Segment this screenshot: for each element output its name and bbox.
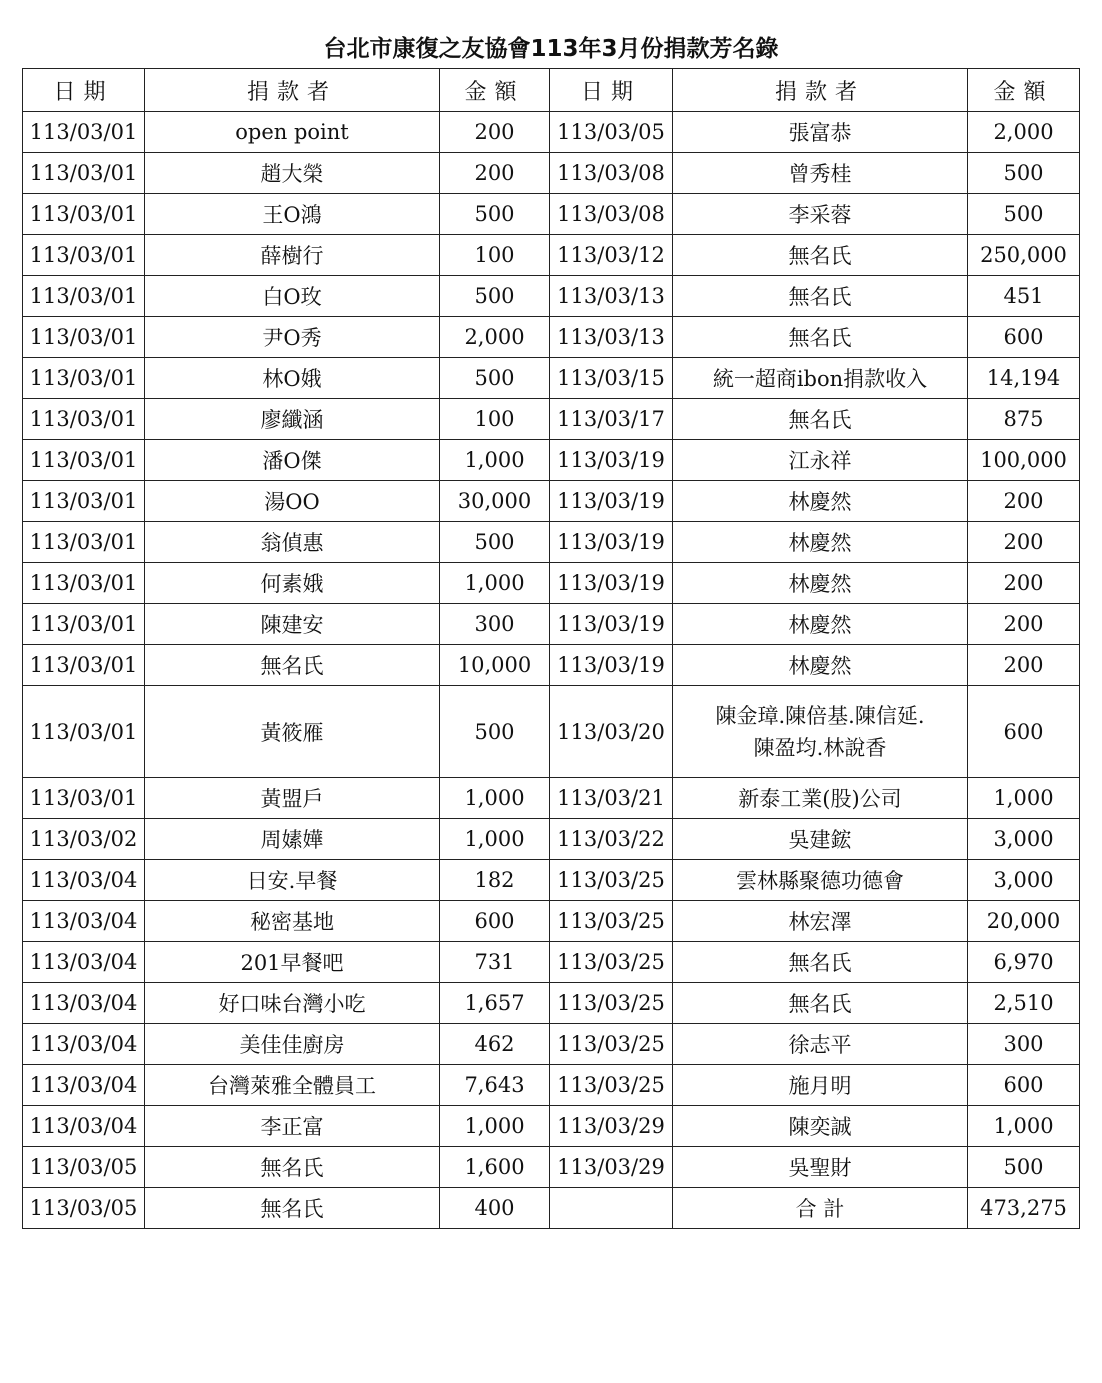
donation-date: 113/03/01 — [23, 399, 145, 440]
donation-amount: 1,657 — [440, 983, 550, 1024]
header-amount: 金額 — [968, 69, 1080, 112]
table-row — [23, 399, 1080, 440]
donor-name: 無名氏 — [673, 942, 968, 983]
donation-date: 113/03/08 — [550, 153, 673, 194]
donation-amount: 200 — [440, 112, 550, 153]
donor-name: 薛樹行 — [145, 235, 440, 276]
table-row — [23, 645, 1080, 686]
donation-date: 113/03/29 — [550, 1147, 673, 1188]
table-row — [23, 901, 1080, 942]
table-row — [23, 358, 1080, 399]
donor-name: 林慶然 — [673, 645, 968, 686]
donation-amount: 300 — [968, 1024, 1080, 1065]
donor-name: 何素娥 — [145, 563, 440, 604]
donor-name: 林O娥 — [145, 358, 440, 399]
donation-date: 113/03/01 — [23, 235, 145, 276]
donation-date: 113/03/01 — [23, 153, 145, 194]
donation-amount: 300 — [440, 604, 550, 645]
header-date: 日期 — [23, 69, 145, 112]
table-row — [23, 983, 1080, 1024]
donation-amount: 2,000 — [440, 317, 550, 358]
donation-date: 113/03/19 — [550, 440, 673, 481]
donor-name: 陳奕誠 — [673, 1106, 968, 1147]
donation-amount: 200 — [968, 563, 1080, 604]
table-row — [23, 153, 1080, 194]
donation-amount: 250,000 — [968, 235, 1080, 276]
donation-amount: 500 — [440, 276, 550, 317]
donation-date: 113/03/04 — [23, 1024, 145, 1065]
donation-date: 113/03/01 — [23, 563, 145, 604]
donation-amount: 182 — [440, 860, 550, 901]
donation-date: 113/03/13 — [550, 317, 673, 358]
donor-name: 林慶然 — [673, 563, 968, 604]
donation-amount: 1,000 — [440, 563, 550, 604]
table-row — [23, 819, 1080, 860]
donor-name: 林慶然 — [673, 604, 968, 645]
donor-name: 李正富 — [145, 1106, 440, 1147]
donation-date: 113/03/25 — [550, 1065, 673, 1106]
donation-amount: 1,000 — [440, 440, 550, 481]
donor-name: 黃盟戶 — [145, 778, 440, 819]
donation-date: 113/03/01 — [23, 481, 145, 522]
donor-name — [673, 686, 968, 778]
donation-amount: 1,000 — [440, 778, 550, 819]
donation-date: 113/03/01 — [23, 112, 145, 153]
donor-name: 無名氏 — [673, 399, 968, 440]
donation-amount: 20,000 — [968, 901, 1080, 942]
donation-amount: 100,000 — [968, 440, 1080, 481]
donation-amount: 100 — [440, 235, 550, 276]
donation-date: 113/03/02 — [23, 819, 145, 860]
donation-amount: 875 — [968, 399, 1080, 440]
table-row — [23, 1188, 1080, 1229]
donor-name: 白O玫 — [145, 276, 440, 317]
donation-amount: 500 — [968, 1147, 1080, 1188]
donor-name: 台灣萊雅全體員工 — [145, 1065, 440, 1106]
table-row — [23, 440, 1080, 481]
donation-date: 113/03/19 — [550, 481, 673, 522]
header-donor: 捐款者 — [673, 69, 968, 112]
donation-table — [22, 68, 1080, 1229]
donor-name-line: 陳金璋.陳倍基.陳信延. — [715, 703, 925, 728]
donor-name: open point — [145, 112, 440, 153]
donor-name: 秘密基地 — [145, 901, 440, 942]
donation-amount: 500 — [440, 358, 550, 399]
donation-amount: 200 — [968, 481, 1080, 522]
table-row — [23, 112, 1080, 153]
donation-date: 113/03/08 — [550, 194, 673, 235]
donation-date: 113/03/01 — [23, 276, 145, 317]
table-row — [23, 1024, 1080, 1065]
table-row — [23, 860, 1080, 901]
table-row — [23, 276, 1080, 317]
donation-date: 113/03/25 — [550, 860, 673, 901]
donation-amount: 500 — [440, 686, 550, 778]
page-title: 台北市康復之友協會113年3月份捐款芳名錄 — [323, 36, 779, 62]
donation-amount: 600 — [968, 686, 1080, 778]
donation-date: 113/03/01 — [23, 194, 145, 235]
donation-date: 113/03/01 — [23, 522, 145, 563]
donor-name: 林慶然 — [673, 481, 968, 522]
donation-amount: 600 — [440, 901, 550, 942]
donor-name: 周嫊嬅 — [145, 819, 440, 860]
donation-amount: 500 — [440, 194, 550, 235]
donor-name: 潘O傑 — [145, 440, 440, 481]
donor-name: 江永祥 — [673, 440, 968, 481]
donor-name-line: 陳盈均.林說香 — [753, 735, 887, 760]
donation-amount: 2,510 — [968, 983, 1080, 1024]
donor-name: 廖纖涵 — [145, 399, 440, 440]
donation-date: 113/03/04 — [23, 1065, 145, 1106]
donation-date: 113/03/01 — [23, 358, 145, 399]
donation-amount: 500 — [968, 194, 1080, 235]
donor-name: 林宏澤 — [673, 901, 968, 942]
donation-date: 113/03/04 — [23, 942, 145, 983]
donor-name: 張富恭 — [673, 112, 968, 153]
donation-date: 113/03/21 — [550, 778, 673, 819]
donation-amount: 6,970 — [968, 942, 1080, 983]
donation-date: 113/03/05 — [23, 1147, 145, 1188]
donor-name: 陳建安 — [145, 604, 440, 645]
donation-date: 113/03/01 — [23, 645, 145, 686]
donor-name: 黃筱雁 — [145, 686, 440, 778]
donation-amount: 3,000 — [968, 819, 1080, 860]
donation-date: 113/03/15 — [550, 358, 673, 399]
donation-amount: 2,000 — [968, 112, 1080, 153]
donation-amount: 100 — [440, 399, 550, 440]
donation-amount: 600 — [968, 1065, 1080, 1106]
header-donor: 捐款者 — [145, 69, 440, 112]
donation-date: 113/03/01 — [23, 317, 145, 358]
donation-date: 113/03/04 — [23, 860, 145, 901]
donation-amount: 200 — [968, 645, 1080, 686]
donation-amount: 1,000 — [968, 1106, 1080, 1147]
donor-name: 徐志平 — [673, 1024, 968, 1065]
donor-name: 合 計 — [673, 1188, 968, 1229]
donation-date: 113/03/25 — [550, 983, 673, 1024]
header-amount: 金額 — [440, 69, 550, 112]
donation-amount: 200 — [968, 522, 1080, 563]
donation-date: 113/03/04 — [23, 983, 145, 1024]
donation-amount: 462 — [440, 1024, 550, 1065]
donation-date: 113/03/05 — [550, 112, 673, 153]
donation-date: 113/03/29 — [550, 1106, 673, 1147]
table-row — [23, 522, 1080, 563]
donor-name: 尹O秀 — [145, 317, 440, 358]
donation-amount: 1,600 — [440, 1147, 550, 1188]
donation-date: 113/03/04 — [23, 1106, 145, 1147]
table-row — [23, 481, 1080, 522]
donation-amount: 473,275 — [968, 1188, 1080, 1229]
donation-date: 113/03/22 — [550, 819, 673, 860]
donor-name: 王O鴻 — [145, 194, 440, 235]
donation-date: 113/03/01 — [23, 686, 145, 778]
donor-name: 曾秀桂 — [673, 153, 968, 194]
donation-date: 113/03/17 — [550, 399, 673, 440]
donor-name: 林慶然 — [673, 522, 968, 563]
donation-amount: 7,643 — [440, 1065, 550, 1106]
donation-amount: 1,000 — [968, 778, 1080, 819]
donation-amount: 3,000 — [968, 860, 1080, 901]
table-row — [23, 1147, 1080, 1188]
donation-amount: 400 — [440, 1188, 550, 1229]
donation-date: 113/03/19 — [550, 522, 673, 563]
donor-name: 無名氏 — [145, 645, 440, 686]
header-date: 日期 — [550, 69, 673, 112]
donor-name: 日安.早餐 — [145, 860, 440, 901]
donation-amount: 14,194 — [968, 358, 1080, 399]
donation-date: 113/03/19 — [550, 645, 673, 686]
donor-name: 無名氏 — [673, 276, 968, 317]
table-row — [23, 942, 1080, 983]
header-row — [23, 69, 1080, 112]
donation-amount: 500 — [968, 153, 1080, 194]
donor-name: 趙大榮 — [145, 153, 440, 194]
donation-amount: 500 — [440, 522, 550, 563]
donor-name: 無名氏 — [145, 1188, 440, 1229]
donation-amount: 1,000 — [440, 1106, 550, 1147]
donation-amount: 200 — [440, 153, 550, 194]
donation-amount: 30,000 — [440, 481, 550, 522]
donation-date: 113/03/04 — [23, 901, 145, 942]
donor-name: 無名氏 — [145, 1147, 440, 1188]
table-row — [23, 604, 1080, 645]
donation-date: 113/03/25 — [550, 1024, 673, 1065]
donation-amount: 600 — [968, 317, 1080, 358]
donation-amount: 200 — [968, 604, 1080, 645]
donation-date: 113/03/12 — [550, 235, 673, 276]
donation-date: 113/03/20 — [550, 686, 673, 778]
table-row — [23, 563, 1080, 604]
donor-name: 好口味台灣小吃 — [145, 983, 440, 1024]
donor-name: 吳聖財 — [673, 1147, 968, 1188]
donor-name: 美佳佳廚房 — [145, 1024, 440, 1065]
donor-name: 201早餐吧 — [145, 942, 440, 983]
donation-date: 113/03/19 — [550, 604, 673, 645]
table-row — [23, 1065, 1080, 1106]
donor-name: 李采蓉 — [673, 194, 968, 235]
donor-name: 雲林縣聚德功德會 — [673, 860, 968, 901]
table-row — [23, 686, 1080, 778]
donation-amount: 731 — [440, 942, 550, 983]
donation-date: 113/03/01 — [23, 604, 145, 645]
donation-date: 113/03/19 — [550, 563, 673, 604]
donor-name: 湯OO — [145, 481, 440, 522]
table-row — [23, 1106, 1080, 1147]
donation-date: 113/03/13 — [550, 276, 673, 317]
donor-name: 無名氏 — [673, 317, 968, 358]
donation-date — [550, 1188, 673, 1229]
donation-date: 113/03/01 — [23, 440, 145, 481]
table-row — [23, 778, 1080, 819]
donor-name: 統一超商ibon捐款收入 — [673, 358, 968, 399]
table-row — [23, 194, 1080, 235]
table-row — [23, 235, 1080, 276]
donor-name: 吳建鋐 — [673, 819, 968, 860]
donation-amount: 451 — [968, 276, 1080, 317]
donation-date: 113/03/05 — [23, 1188, 145, 1229]
donor-name: 翁偵惠 — [145, 522, 440, 563]
donor-name: 無名氏 — [673, 983, 968, 1024]
donation-date: 113/03/25 — [550, 901, 673, 942]
donation-date: 113/03/25 — [550, 942, 673, 983]
donation-amount: 10,000 — [440, 645, 550, 686]
donor-name: 新泰工業(股)公司 — [673, 778, 968, 819]
donor-name: 施月明 — [673, 1065, 968, 1106]
donation-amount: 1,000 — [440, 819, 550, 860]
donor-name: 無名氏 — [673, 235, 968, 276]
table-row — [23, 317, 1080, 358]
donation-date: 113/03/01 — [23, 778, 145, 819]
